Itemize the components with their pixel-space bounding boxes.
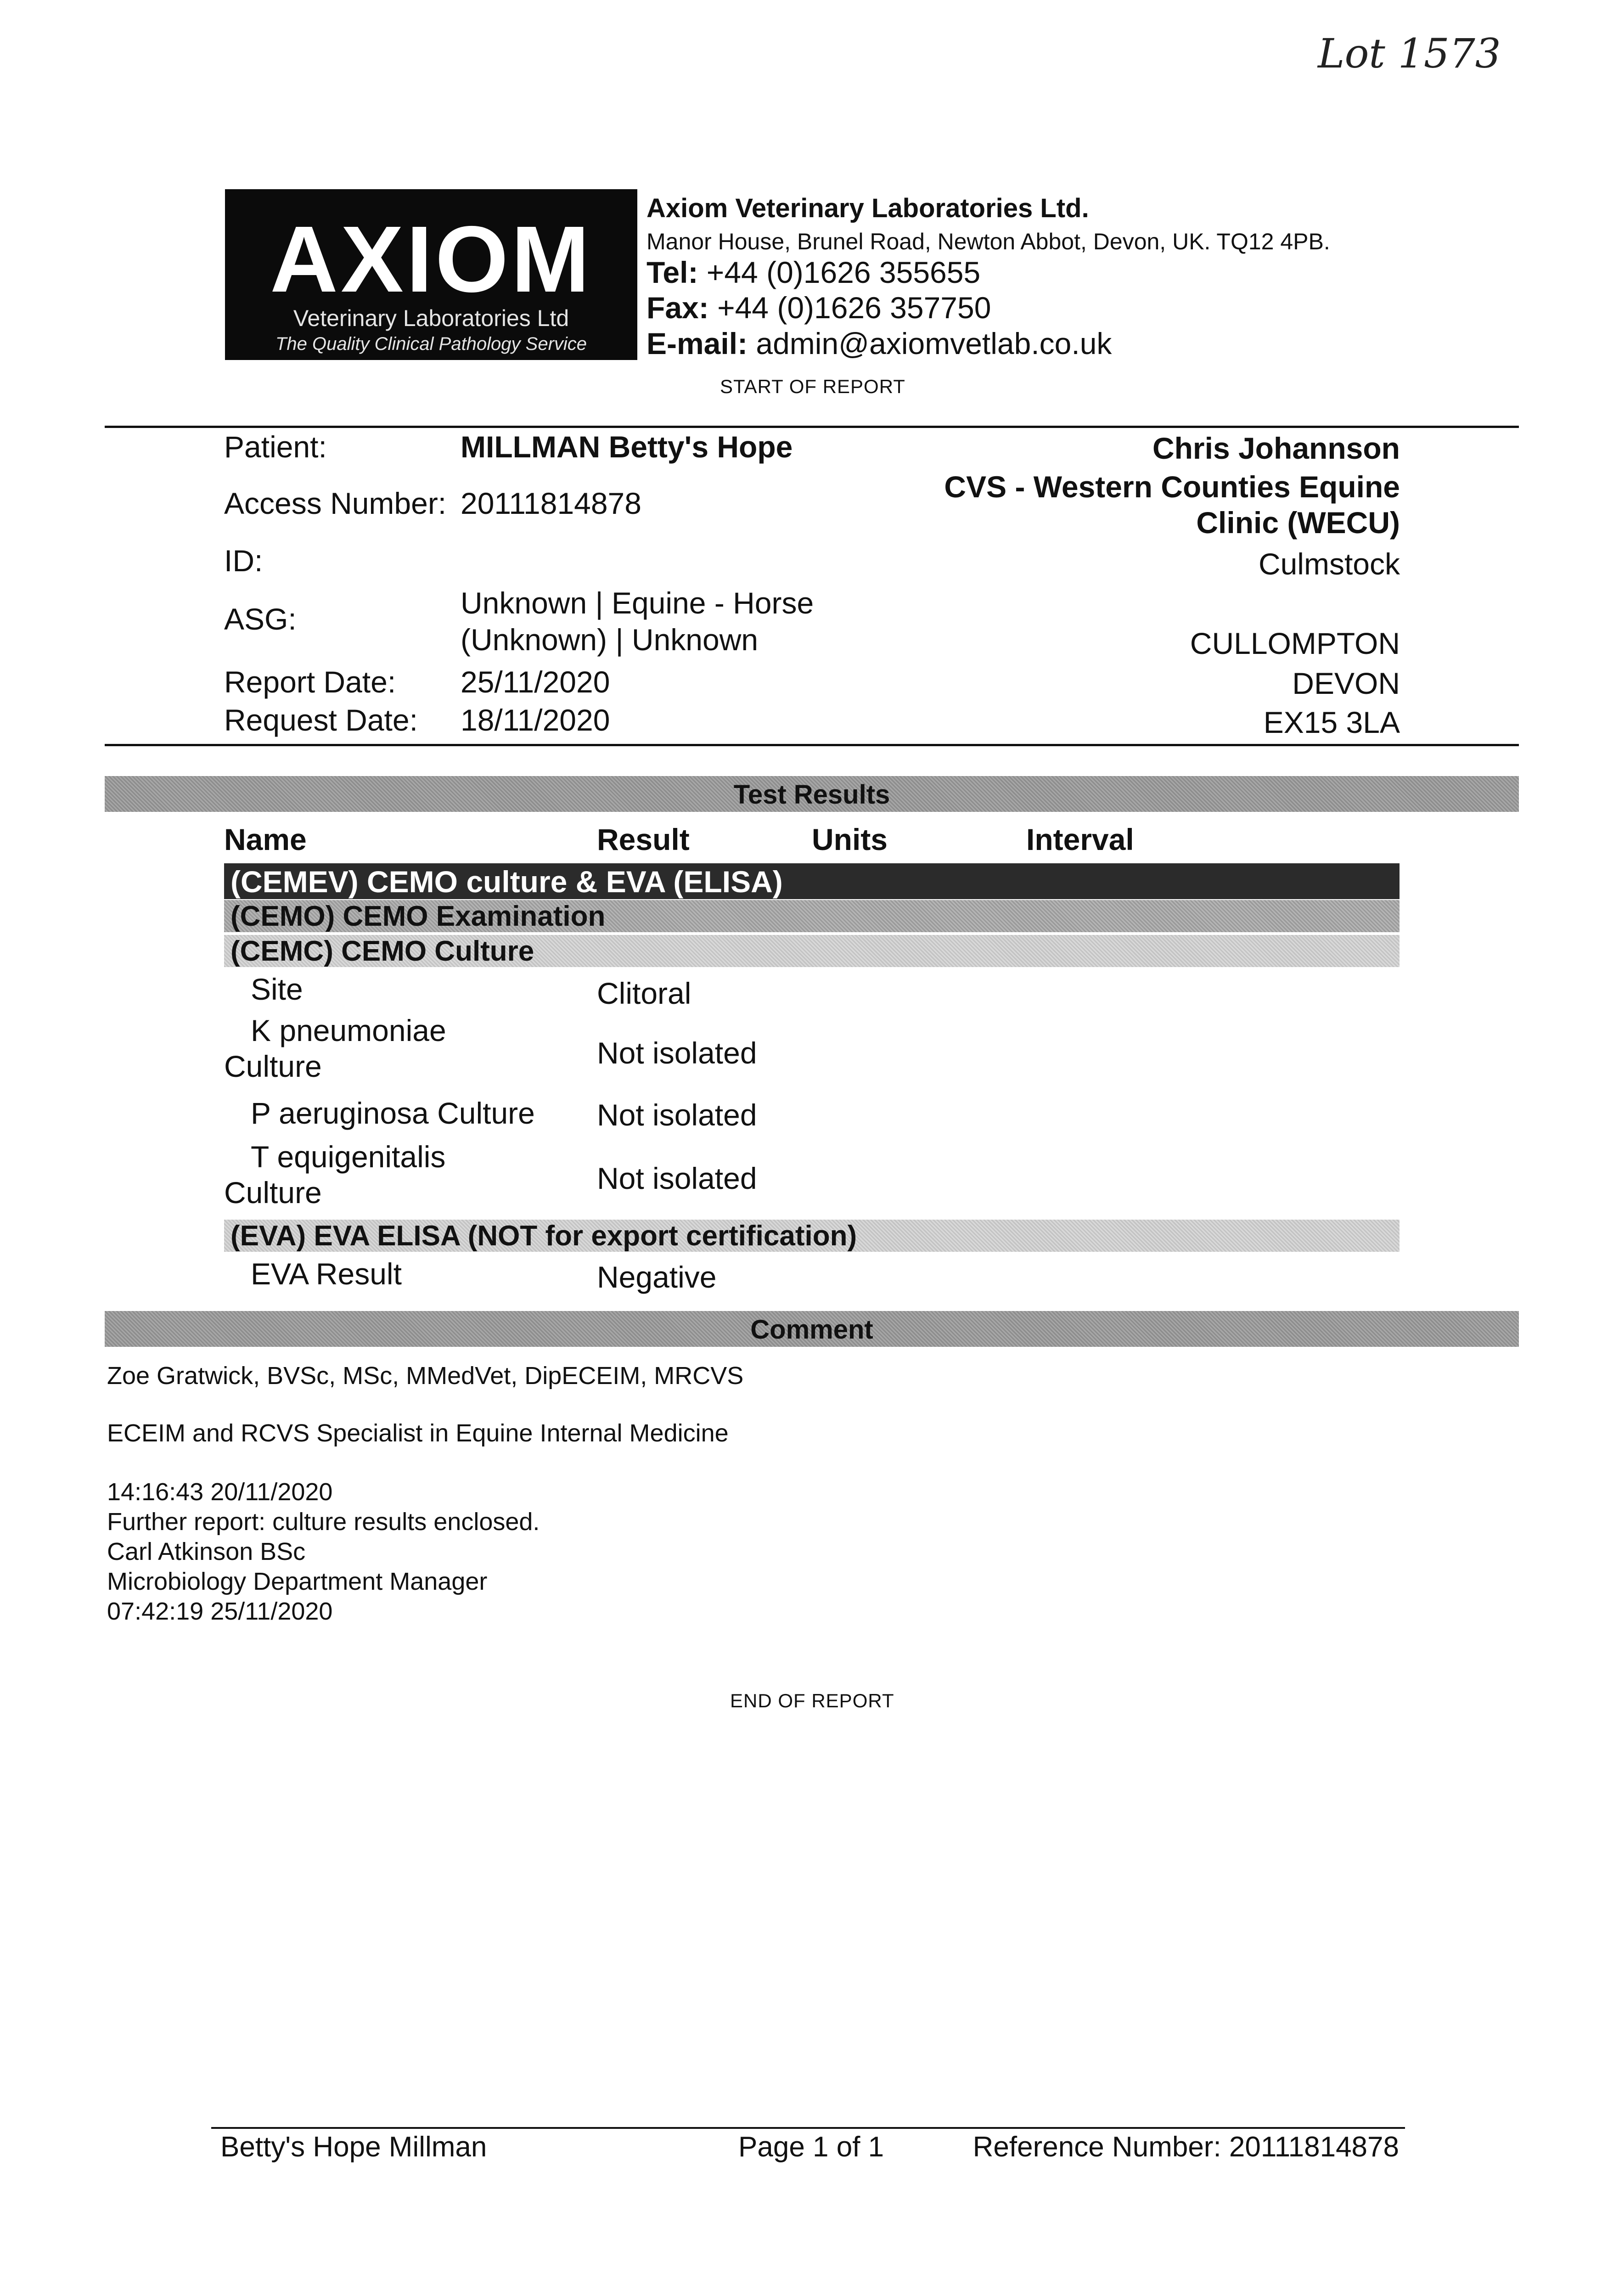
footer-reference: Reference Number: 20111814878 <box>972 2131 1399 2163</box>
col-interval: Interval <box>1026 822 1134 856</box>
axiom-logo <box>225 189 637 360</box>
table-row <box>224 1013 446 1084</box>
result-name: Site <box>251 972 303 1006</box>
vet-name: Chris Johannson <box>1152 431 1400 465</box>
comment-line: Zoe Gratwick, BVSc, MSc, MMedVet, DipECEIM, MRCVS <box>107 1362 744 1390</box>
comment-line: 07:42:19 25/11/2020 <box>107 1598 333 1625</box>
result-name: K pneumoniae <box>251 1013 446 1047</box>
lab-fax <box>646 290 991 325</box>
test-results-header: Test Results <box>105 776 1519 812</box>
group-eva: (EVA) EVA ELISA (NOT for export certification) <box>224 1220 1400 1252</box>
result-value: Not isolated <box>597 1098 757 1132</box>
vet-county: DEVON <box>1292 666 1400 700</box>
request-date-label: Request Date: <box>224 703 418 737</box>
col-name: Name <box>224 822 307 856</box>
table-row <box>224 1139 445 1210</box>
eva-result-value: Negative <box>597 1260 717 1294</box>
col-units: Units <box>812 822 888 856</box>
start-of-report: START OF REPORT <box>720 376 905 397</box>
lab-tel <box>646 255 980 290</box>
fax-value: +44 (0)1626 357750 <box>717 291 991 325</box>
patient-name: MILLMAN Betty's Hope <box>461 430 793 464</box>
comment-line: 14:16:43 20/11/2020 <box>107 1478 333 1506</box>
email-value: admin@axiomvetlab.co.uk <box>756 326 1112 360</box>
table-row <box>224 971 303 1007</box>
end-of-report: END OF REPORT <box>730 1690 894 1711</box>
access-number-label: Access Number: <box>224 486 447 520</box>
footer-page: Page 1 of 1 <box>738 2131 884 2163</box>
tel-value: +44 (0)1626 355655 <box>706 255 981 289</box>
tel-label: Tel: <box>646 255 698 289</box>
lab-address: Manor House, Brunel Road, Newton Abbot, Devon, UK. TQ12 4PB. <box>646 229 1330 254</box>
result-value: Clitoral <box>597 976 691 1010</box>
group-cemev: (CEMEV) CEMO culture & EVA (ELISA) <box>224 863 1400 899</box>
vet-address1: Culmstock <box>1258 547 1400 581</box>
result-name: T equigenitalis <box>251 1140 446 1174</box>
group-cemc: (CEMC) CEMO Culture <box>224 935 1400 967</box>
logo-subtitle: Veterinary Laboratories Ltd <box>293 305 569 331</box>
comment-header: Comment <box>105 1311 1519 1347</box>
handwritten-lot-number: Lot 1573 <box>1318 30 1501 77</box>
asg-label: ASG: <box>224 602 297 636</box>
comment-line: Further report: culture results enclosed. <box>107 1508 540 1536</box>
asg-line2: (Unknown) | Unknown <box>461 623 759 657</box>
email-label: E-mail: <box>646 326 748 360</box>
lab-email <box>646 326 1112 361</box>
group-cemo: (CEMO) CEMO Examination <box>224 900 1400 932</box>
comment-line: Microbiology Department Manager <box>107 1568 488 1595</box>
patient-label: Patient: <box>224 430 327 464</box>
comment-line: ECEIM and RCVS Specialist in Equine Internal Medicine <box>107 1419 729 1447</box>
fax-label: Fax: <box>646 291 709 325</box>
access-number: 20111814878 <box>461 486 641 520</box>
id-label: ID: <box>224 544 263 578</box>
footer-patient: Betty's Hope Millman <box>220 2131 487 2163</box>
result-value: Not isolated <box>597 1161 757 1195</box>
report-date-label: Report Date: <box>224 665 396 699</box>
result-name-cont: Culture <box>224 1049 322 1083</box>
header-rule-top <box>105 426 1519 428</box>
table-row <box>224 1095 535 1131</box>
result-name: P aeruginosa Culture <box>251 1096 535 1130</box>
vet-postcode: EX15 3LA <box>1263 705 1400 739</box>
eva-result-name: EVA Result <box>251 1257 402 1291</box>
request-date: 18/11/2020 <box>461 703 610 737</box>
header-rule-bottom <box>105 744 1519 746</box>
vet-practice-line1: CVS - Western Counties Equine <box>944 470 1400 504</box>
lab-name: Axiom Veterinary Laboratories Ltd. <box>646 193 1089 223</box>
vet-town: CULLOMPTON <box>1190 626 1400 660</box>
asg-line1: Unknown | Equine - Horse <box>461 586 814 620</box>
vet-practice-line2: Clinic (WECU) <box>1196 506 1400 540</box>
comment-line: Carl Atkinson BSc <box>107 1538 306 1565</box>
report-date: 25/11/2020 <box>461 665 610 699</box>
result-value: Not isolated <box>597 1036 757 1070</box>
logo-tagline: The Quality Clinical Pathology Service <box>275 334 587 354</box>
footer-rule <box>211 2127 1405 2129</box>
logo-title: AXIOM <box>270 207 592 312</box>
col-result: Result <box>597 822 690 856</box>
result-name-cont: Culture <box>224 1176 322 1210</box>
